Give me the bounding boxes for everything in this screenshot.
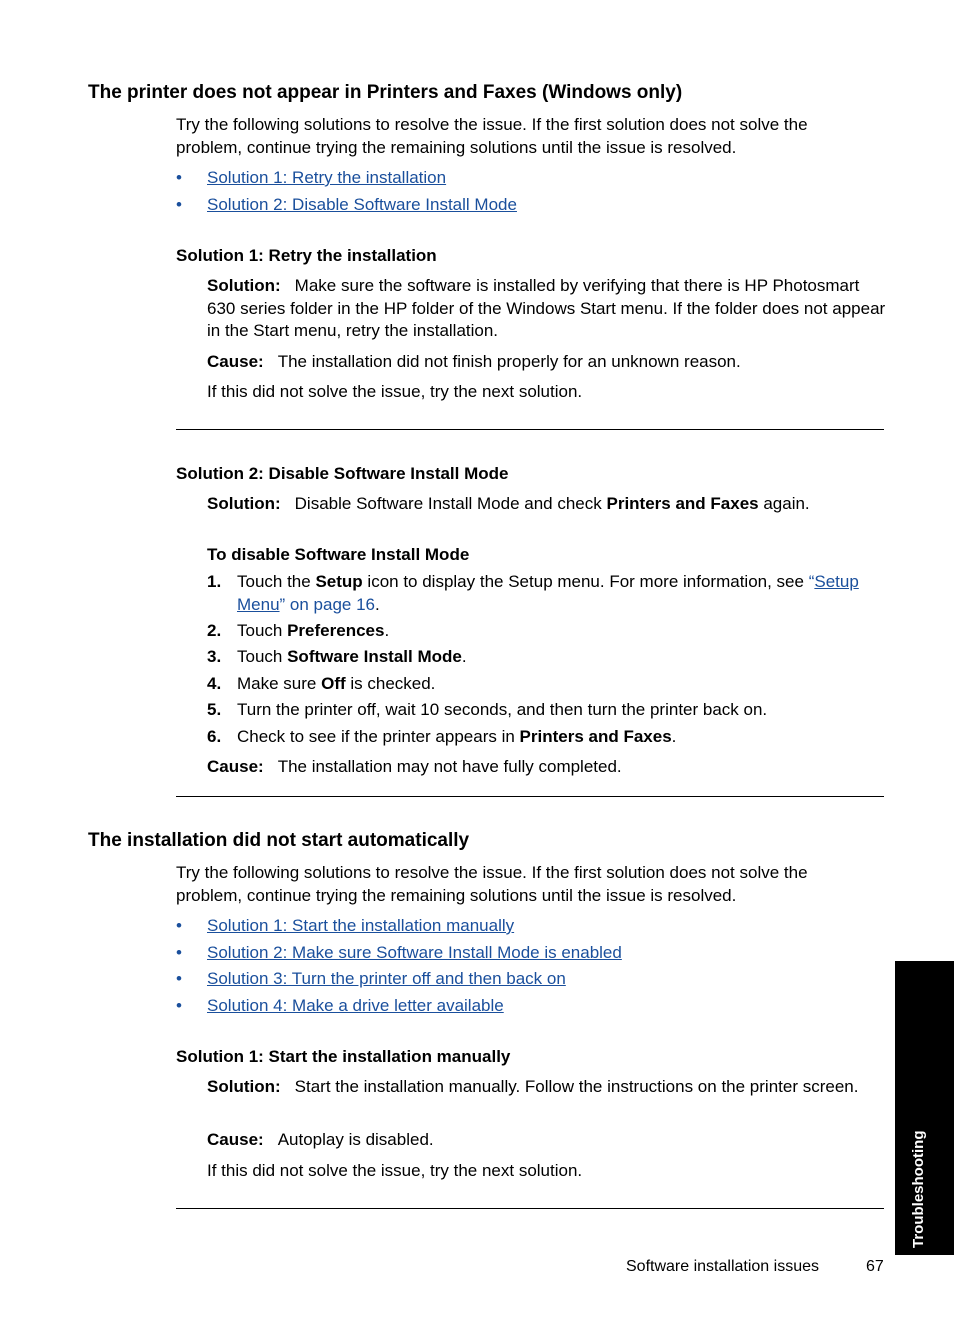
- next-solution-note: If this did not solve the issue, try the next solution.: [207, 1161, 583, 1180]
- solution-paragraph: [207, 275, 887, 343]
- solution-bold: Printers and Faxes: [606, 494, 759, 513]
- step-number: 2.: [207, 621, 222, 640]
- step-number: 6.: [207, 727, 222, 746]
- step-text-part: icon to display the Setup menu. For more information, see: [362, 572, 809, 591]
- cause-text: The installation may not have fully completed.: [277, 757, 622, 776]
- link-solution-3-turn-off-on[interactable]: Solution 3: Turn the printer off and then back on: [207, 969, 566, 988]
- step-text: [237, 620, 887, 643]
- solution-title: Solution 1: Retry the installation: [176, 246, 437, 265]
- solution-text: Make sure the software is installed by verifying that there is HP Photosmart 630 series folder in the HP folder of the Windows Start menu. If the folder does not appear in the Start menu, retry the installation.: [207, 276, 886, 340]
- cause-paragraph: [207, 756, 887, 779]
- link-text: Setup Menu: [237, 572, 859, 614]
- bullet-icon: •: [176, 195, 182, 214]
- link-page-ref: ” on page 16: [279, 594, 375, 614]
- link-solution-2-disable[interactable]: Solution 2: Disable Software Install Mode: [207, 195, 517, 214]
- section-heading-installation-not-start: The installation did not start automatically: [88, 830, 470, 851]
- solution-label: Solution:: [207, 276, 281, 295]
- solution-paragraph: [207, 493, 887, 516]
- cause-label: Cause:: [207, 1130, 264, 1149]
- step-text-part: .: [461, 647, 467, 666]
- step-bold: Off: [321, 674, 346, 693]
- next-solution-note: If this did not solve the issue, try the next solution.: [207, 382, 583, 401]
- solution-text-end: again.: [758, 494, 810, 513]
- step-text: [237, 646, 887, 669]
- step-text: [237, 699, 887, 722]
- step-text-part: .: [384, 621, 390, 640]
- link-solution-4-drive-letter[interactable]: Solution 4: Make a drive letter available: [207, 996, 504, 1015]
- cause-paragraph: [207, 351, 887, 374]
- step-text-part: Touch the: [237, 572, 316, 591]
- step-text-part: Touch: [237, 647, 288, 666]
- footer-section-title: Software installation issues: [626, 1258, 819, 1275]
- step-text: [237, 571, 887, 616]
- section-intro: Try the following solutions to resolve the issue. If the first solution does not solve the problem, continue trying the remaining solutions until the issue is resolved.: [176, 115, 808, 157]
- step-text-part: Turn the printer off, wait 10 seconds, and then turn the printer back on.: [237, 700, 768, 719]
- link-solution-1-retry[interactable]: Solution 1: Retry the installation: [207, 168, 447, 187]
- step-number: 5.: [207, 700, 222, 719]
- solution-title: Solution 2: Disable Software Install Mode: [176, 464, 509, 483]
- step-text-part: Touch: [237, 621, 288, 640]
- link-solution-1-start-manually[interactable]: Solution 1: Start the installation manually: [207, 916, 515, 935]
- step-text: [237, 726, 887, 749]
- step-text: [237, 673, 887, 696]
- step-number: 4.: [207, 674, 222, 693]
- cause-label: Cause:: [207, 757, 264, 776]
- step-text-part: .: [671, 727, 677, 746]
- solution-label: Solution:: [207, 1077, 281, 1096]
- link-solution-2-install-mode-enabled[interactable]: Solution 2: Make sure Software Install Mode is enabled: [207, 943, 622, 962]
- step-bold: Setup: [315, 572, 363, 591]
- bullet-icon: •: [176, 943, 182, 962]
- step-bold: Preferences: [287, 621, 385, 640]
- cause-label: Cause:: [207, 352, 264, 371]
- divider: [176, 429, 884, 430]
- page-number: 67: [866, 1258, 884, 1275]
- step-text-part: .: [375, 594, 380, 614]
- divider: [176, 1208, 884, 1209]
- solution-title: Solution 1: Start the installation manually: [176, 1047, 511, 1066]
- step-number: 1.: [207, 572, 222, 591]
- section-intro: Try the following solutions to resolve the issue. If the first solution does not solve the problem, continue trying the remaining solutions until the issue is resolved.: [176, 863, 808, 905]
- link-quote: “: [808, 572, 815, 591]
- solution-label: Solution:: [207, 494, 281, 513]
- bullet-icon: •: [176, 969, 182, 988]
- cause-text: Autoplay is disabled.: [277, 1130, 434, 1149]
- bullet-icon: •: [176, 168, 182, 187]
- cause-text: The installation did not finish properly for an unknown reason.: [277, 352, 741, 371]
- step-text-part: Check to see if the printer appears in: [237, 727, 520, 746]
- step-text-part: Make sure: [237, 674, 322, 693]
- solution-text: Disable Software Install Mode and check: [294, 494, 607, 513]
- chapter-tab-label: Troubleshooting: [910, 1130, 927, 1248]
- solution-text: Start the installation manually. Follow the instructions on the printer screen.: [294, 1077, 859, 1096]
- step-text-part: is checked.: [345, 674, 436, 693]
- step-bold: Software Install Mode: [287, 647, 462, 666]
- bullet-icon: •: [176, 996, 182, 1015]
- bullet-icon: •: [176, 916, 182, 935]
- step-bold: Printers and Faxes: [519, 727, 672, 746]
- divider: [176, 796, 884, 797]
- section-heading-printers-faxes: The printer does not appear in Printers and Faxes (Windows only): [88, 82, 683, 103]
- procedure-title: To disable Software Install Mode: [207, 545, 470, 564]
- step-number: 3.: [207, 647, 222, 666]
- cause-paragraph: [207, 1129, 887, 1152]
- solution-paragraph: [207, 1076, 887, 1099]
